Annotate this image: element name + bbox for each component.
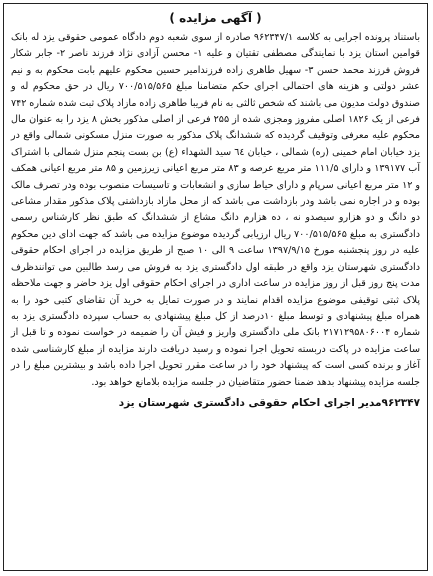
- notice-signature: ۹۶۲۳۴۷مدیر اجرای احکام حقوقی دادگستری شهرستان یزد: [118, 396, 420, 409]
- notice-body: باستناد پرونده اجرایی به کلاسه ۹۶۲۳۴۷/۱ صادره از سوی شعبه دوم دادگاه عمومی حقوقی یزد له بانک قوامین استان یزد با نمایندگی مصطفی تقتیان و علیه ۱- محسن آزادی نژاد فرزند ناصر ۲- جابر شکار فروش فرزند محمد حسن ۳- سهیل طاهری زاده فرزندامیر حسین محکوم علیهم بابت محکوم به و نیم عشر دولتی و هزینه های احتمالی اجرای حکم متضامنا مبلغ ۷۰۰/۵۱۵/۵۶۵ ریال در حق محکوم له و صندوق دولت مدیون می باشند که شخص ثالثی به نام فریبا طاهری زاده مازاد پلاک ثبت شده شماره ۷۴۲ فرعی از یک ۱۸۲۶ اصلی مفروز ومجزی شده از ۲۵۵ فرعی از اصلی مذکور بخش ۸ یزد را به عنوان مال محکوم علیه معرفی وتوقیف گردیده که ششدانگ پلاک مذکور به صورت منزل مسکونی شمالی واقع در یزد خیابان امام خمینی (ره) شمالی ، خیابان ٦٤ سید الشهداء (ع) بن بست پنجم منزل شمالی با اشتراک آب ۱۳۹۱۷۷ و دارای ۱۱۱/۵ متر مربع عرصه و ۸۳ متر مربع اعیانی زیرزمین و ۸۵ متر مربع اعیانی همکف و ۱۲ متر مربع اعیانی سرپام و دارای حیاط سازی و انشعابات و تاسیسات منصوب بوده ودر تصرف مالک بوده و در اجاره نمی باشد ودر بازداشت می باشد که از محل مازاد بازداشتی پلاک مذکور مقدار مشاعی دو دانگ و دو هزارو سیصدو نه ، ده هزارم دانگ مشاع از ششدانگ که طبق نظر کارشناس رسمی دادگستری به مبلغ ۷۰۰/۵۱۵/۵۶۵ ریال ارزیابی گردیده موضوع مزایده می باشد که جهت ادای دین محکوم علیه در روز پنجشنبه مورخ ۱۳۹۷/۹/۱۵ ساعت ۹ الی ۱۰ صبح از طریق مزایده در اجرای احکام حقوقی دادگستری شهرستان یزد واقع در طبقه اول دادگستری یزد به فروش می رسد طالبین می توانندظرف مدت پنج روز قبل از روز مزایده در ساعت اداری در اجرای احکام حقوقی اول یزد حاضر و جهت ملاحظه پلاک ثبتی توقیفی موضوع مزایده اقدام نمایند و در صورت تمایل به خرید آن تقاضای کتبی خود را به همراه مبلغ پیشنهادی و توسط مبلغ ۱۰درصد از کل مبلغ پیشنهادی به حساب سپرده دادگستری یزد به شماره ۲۱۷۱۲۹۵۸۰۶۰۰۴ بانک ملی دادگستری واریز و فیش آن را ضمیمه در خواست نموده و تا قبل از ساعت مزایده در پاکت دربسته تحویل اجرا نموده و رسید دریافت دارند مزایده از مبلغ کارشناسی شده آغاز و برنده کسی است که پیشنهاد خود را در ساعت مقرر تحویل اجرا داده باشد و بیشترین مبلغ را در جلسه مزایده پیشنهاد بدهد ضمنا حضور متقاضیان در جلسه مزایده بلامانع خواهد بود.: [11, 32, 421, 388]
- auction-notice: [3, 3, 428, 571]
- notice-title: ( آگهی مزایده ): [169, 11, 262, 25]
